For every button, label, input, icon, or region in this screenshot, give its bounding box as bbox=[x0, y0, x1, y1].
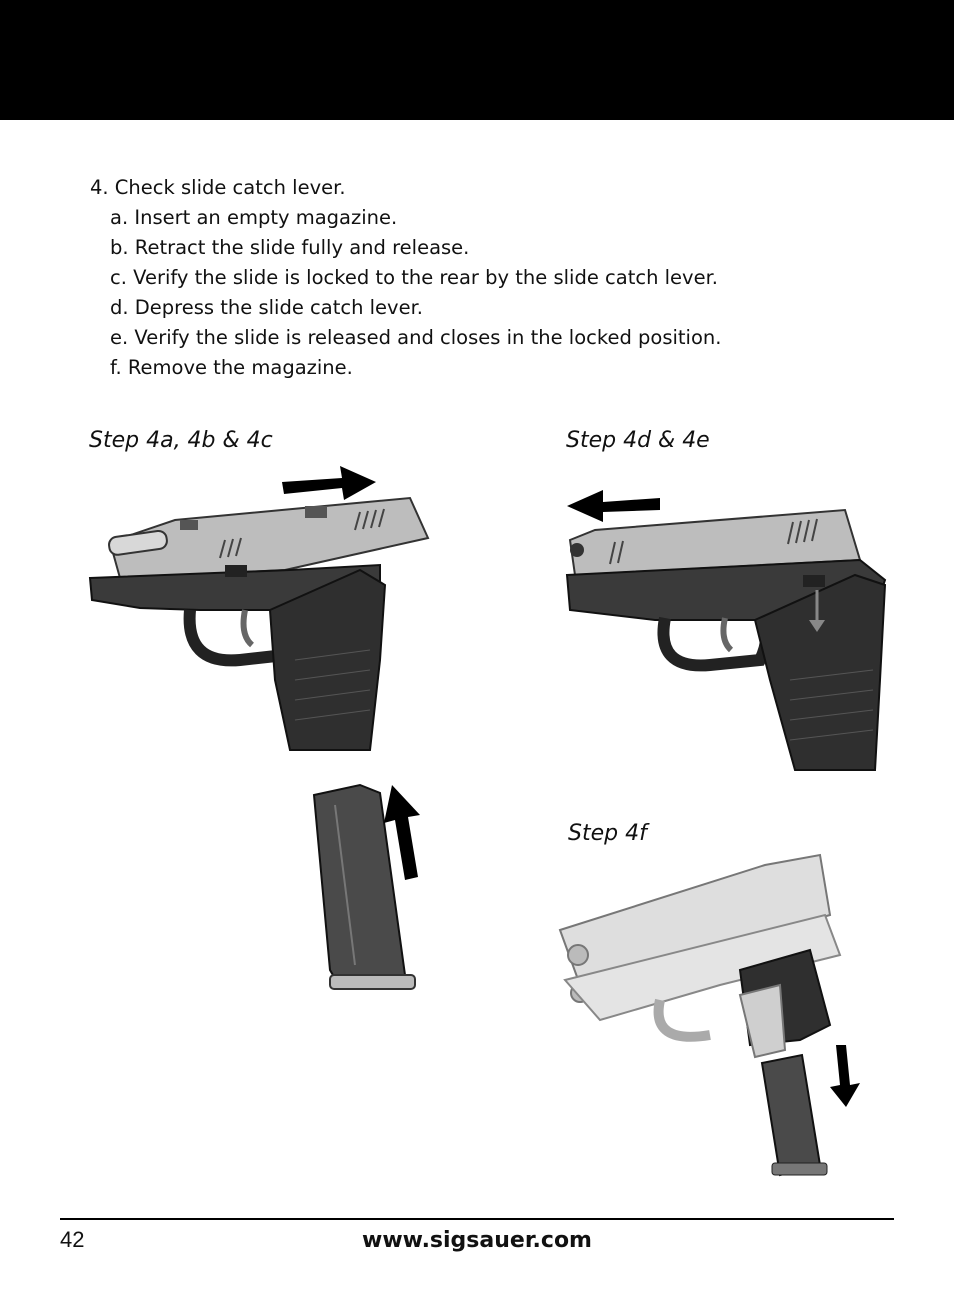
instruction-step: d. Depress the slide catch lever. bbox=[110, 296, 424, 319]
figure-magazine-insert bbox=[300, 775, 500, 1005]
instruction-heading: 4. Check slide catch lever. bbox=[90, 176, 346, 199]
instruction-step: e. Verify the slide is released and closes in the locked position. bbox=[110, 326, 722, 349]
footer-rule bbox=[60, 1218, 894, 1220]
figure-pistol-slide-locked bbox=[80, 460, 500, 760]
instruction-steps bbox=[90, 203, 870, 383]
caption-step-4abc: Step 4a, 4b & 4c bbox=[89, 428, 273, 453]
instructions bbox=[90, 173, 870, 383]
figure-pistol-magazine-removal bbox=[540, 845, 900, 1190]
caption-step-4f: Step 4f bbox=[568, 821, 647, 846]
instruction-step: c. Verify the slide is locked to the rear by the slide catch lever. bbox=[110, 266, 719, 289]
figure-pistol-slide-released bbox=[555, 480, 945, 780]
instruction-step: a. Insert an empty magazine. bbox=[110, 206, 398, 229]
instruction-step: f. Remove the magazine. bbox=[110, 356, 353, 379]
header-bar bbox=[0, 0, 954, 120]
website-url: www.sigsauer.com bbox=[362, 1228, 592, 1253]
caption-step-4de: Step 4d & 4e bbox=[566, 428, 710, 453]
page-number: 42 bbox=[60, 1227, 85, 1252]
instruction-step: b. Retract the slide fully and release. bbox=[110, 236, 470, 259]
